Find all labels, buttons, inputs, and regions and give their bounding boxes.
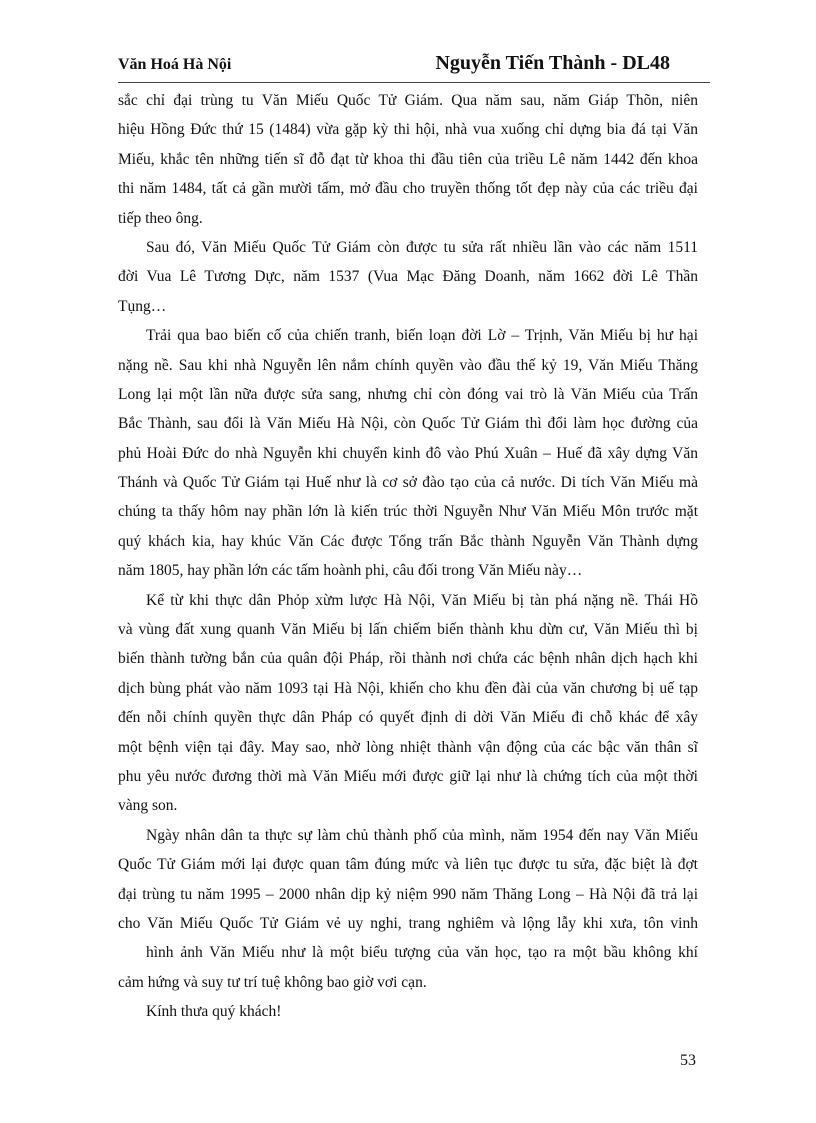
text-line: biến thành tường bắn của quân đội Pháp, rồi thành nơi chứa các bệnh nhân dịch hạch khi	[118, 650, 698, 668]
text-line: năm 1805, hay phần lớn các tấm hoành phi, câu đối trong Văn Miếu này…	[118, 562, 583, 580]
text-line: cảm hứng và suy tư trí tuệ không bao giờ vơi cạn.	[118, 973, 427, 991]
text-line: Long lại một lần nữa được sửa sang, nhưng chỉ còn đóng vai trò là Văn Miếu của Trấn	[118, 385, 698, 403]
text-line: dịch bùng phát vào năm 1093 tại Hà Nội, khiến cho khu đền đài của văn chương bị uế tạp	[118, 679, 698, 697]
text-line: cho Văn Miếu Quốc Tử Giám vẻ uy nghi, trang nghiêm và lộng lẫy khi xưa, tôn vinh	[118, 914, 698, 932]
text-line: Ngày nhân dân ta thực sự làm chủ thành phố của mình, năm 1954 đến nay Văn Miếu	[146, 826, 698, 844]
text-line: Miếu, khắc tên những tiến sĩ đỗ đạt từ khoa thi đầu tiên của triều Lê năm 1442 đến khoa	[118, 150, 698, 168]
text-line: đời Vua Lê Tương Dực, năm 1537 (Vua Mạc Đăng Doanh, năm 1662 đời Lê Thần	[118, 268, 698, 286]
text-line: Bắc Thành, sau đổi là Văn Miếu Hà Nội, còn Quốc Tử Giám thì đổi làm học đường của	[118, 415, 698, 433]
text-line: hiệu Hồng Đức thứ 15 (1484) vừa gặp kỳ thi hội, nhà vua xuống chỉ dựng bia đá tại Văn	[118, 121, 698, 139]
text-line: nặng nề. Sau khi nhà Nguyễn lên nắm chính quyền vào đầu thế kỷ 19, Văn Miếu Thăng	[118, 356, 698, 374]
text-line: Sau đó, Văn Miếu Quốc Tử Giám còn được tu sửa rất nhiều lần vào các năm 1511	[146, 238, 698, 256]
text-line: Trải qua bao biến cố của chiến tranh, biến loạn đời Lờ – Trịnh, Văn Miếu bị hư hại	[146, 327, 698, 345]
text-line: Thánh và Quốc Tử Giám tại Huế như là cơ sở đào tạo của cả nước. Di tích Văn Miếu mà	[118, 474, 698, 492]
text-line: vàng son.	[118, 797, 178, 815]
text-line: tiếp theo ông.	[118, 209, 203, 227]
header-left-title: Văn Hoá Hà Nội	[118, 56, 232, 73]
text-line: và vùng đất xung quanh Văn Miếu bị lấn chiếm biến thành khu dừn cư, Văn Miếu thì bị	[118, 621, 698, 639]
text-line: chúng ta thấy hôm nay phần lớn là kiến trúc thời Nguyễn Như Văn Miếu Môn trước mặt	[118, 503, 698, 521]
body-text	[118, 86, 698, 1027]
text-line: đại trùng tu năm 1995 – 2000 nhân dịp kỷ niệm 990 năm Thăng Long – Hà Nội đã trả lại	[118, 885, 698, 903]
page-number: 53	[680, 1052, 696, 1069]
page-header	[118, 52, 710, 83]
text-line-greeting: Kính thưa quý khách!	[146, 1003, 282, 1021]
text-line: Tụng…	[118, 297, 167, 315]
text-line: hình ảnh Văn Miếu như là một biểu tượng của văn học, tạo ra một bầu không khí	[146, 944, 698, 962]
text-line: phu yêu nước đương thời mà Văn Miếu mới được giữ lại như là chứng tích của một thời	[118, 767, 698, 785]
text-line: phủ Hoài Đức do nhà Nguyễn khi chuyển kinh đô vào Phú Xuân – Huế đã xây dựng Văn	[118, 444, 698, 462]
text-line: Kể từ khi thực dân Phỏp xừm lược Hà Nội, Văn Miếu bị tàn phá nặng nề. Thái Hồ	[146, 591, 698, 609]
text-line: đến nỗi chính quyền thực dân Pháp có quyết định di dời Văn Miếu đi chỗ khác để xây	[118, 709, 698, 727]
text-line: quý khách kia, hay khúc Văn Các được Tổng trấn Bắc thành Nguyễn Văn Thành dựng	[118, 532, 698, 550]
text-line: sắc chỉ đại trùng tu Văn Miếu Quốc Tử Giám. Qua năm sau, năm Giáp Thõn, niên	[118, 92, 698, 109]
text-line: Quốc Tử Giám mới lại được quan tâm đúng mức và liên tục được tu sửa, đặc biệt là đợt	[118, 856, 698, 874]
header-right-author: Nguyễn Tiến Thành - DL48	[435, 52, 670, 74]
text-line: một bệnh viện tại đây. May sao, nhờ lòng nhiệt thành vận động của các bậc văn thân sĩ	[118, 738, 698, 756]
text-line: thi năm 1484, tất cả gần mười tấm, mở đầu cho truyền thống tốt đẹp này của các triều đại	[118, 180, 698, 198]
